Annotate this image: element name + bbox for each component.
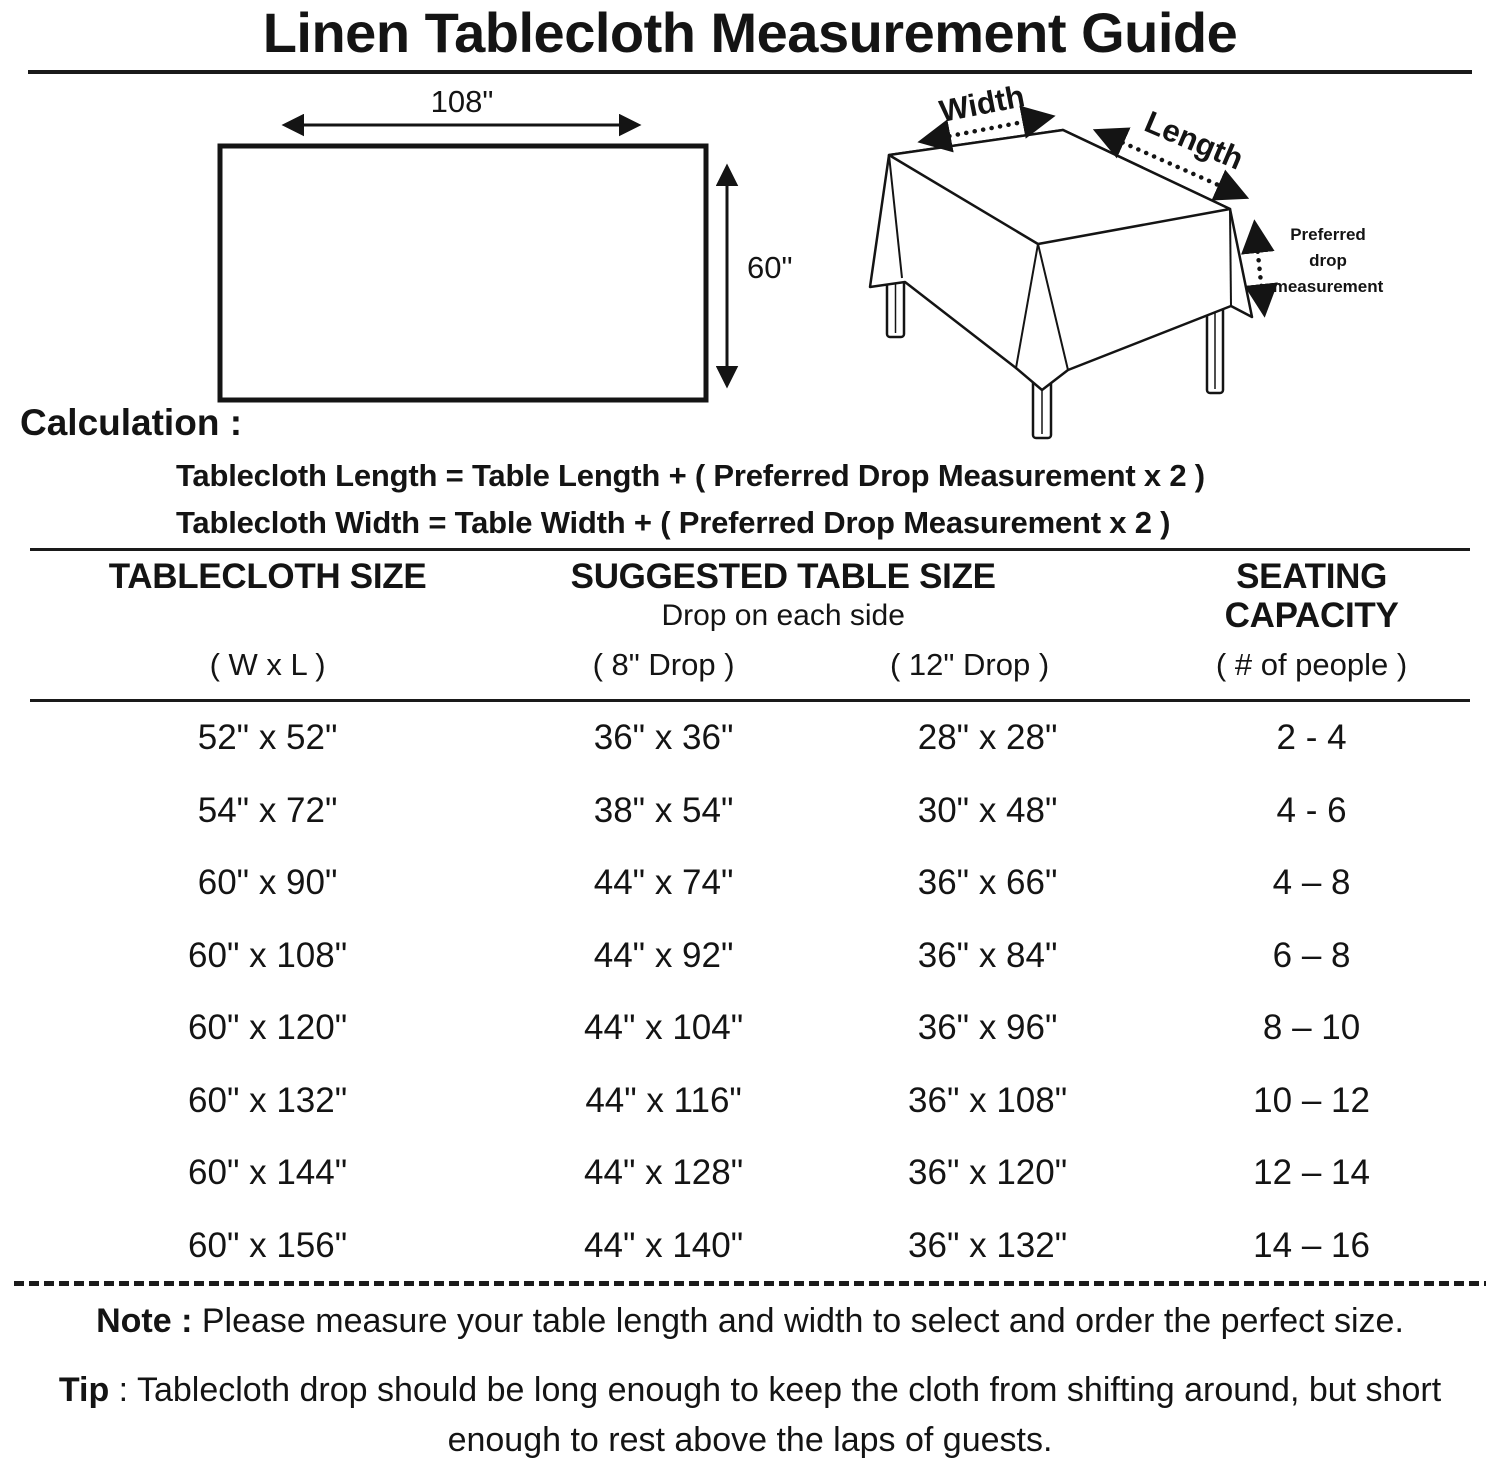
suggested-table-size-text: SUGGESTED TABLE SIZE: [570, 557, 996, 596]
cell-seating: 14 – 16: [1253, 1225, 1370, 1265]
drop-dotted-arrow: [1255, 226, 1264, 311]
calculation-heading: Calculation :: [20, 402, 243, 443]
flat-tablecloth-diagram: [140, 80, 860, 410]
svg-text:drop: drop: [1309, 251, 1347, 270]
cell-8-drop: 44" x 74": [593, 863, 734, 903]
calc-width-formula: Tablecloth Width = Table Width + ( Preferred Drop Measurement x 2 ): [176, 505, 1171, 540]
size-table: [30, 558, 1470, 1282]
cell-12-drop: 36" x 108": [908, 1080, 1068, 1120]
col-header-suggested-table-size: [459, 558, 1107, 635]
rect-width-value: 108": [430, 84, 494, 119]
cell-tablecloth-size: 54" x 72": [197, 790, 338, 830]
subheader-wxl: ( W x L ): [209, 647, 326, 682]
svg-text:measurement: measurement: [1272, 277, 1384, 296]
cell-8-drop: 44" x 128": [584, 1153, 744, 1193]
tip-label: Tip: [58, 1371, 110, 1409]
table-sketch: [850, 70, 1500, 460]
cell-seating: 10 – 12: [1253, 1080, 1370, 1120]
drop-on-each-side-text: Drop on each side: [661, 598, 905, 632]
col-header-seating-capacity: SEATING CAPACITY: [1224, 557, 1399, 635]
cell-8-drop: 44" x 104": [584, 1008, 744, 1048]
svg-text:Preferred: Preferred: [1290, 225, 1366, 244]
cell-tablecloth-size: 60" x 132": [188, 1080, 348, 1120]
cell-12-drop: 36" x 120": [908, 1153, 1068, 1193]
calc-length-formula: Tablecloth Length = Table Length + ( Preferred Drop Measurement x 2 ): [176, 458, 1205, 493]
subheader-8-drop: ( 8" Drop ): [592, 647, 735, 682]
col-header-tablecloth-size: TABLECLOTH SIZE: [108, 557, 427, 596]
cell-8-drop: 36" x 36": [593, 718, 734, 758]
size-table-body: [30, 702, 1470, 1282]
cell-12-drop: 30" x 48": [917, 790, 1058, 830]
cell-8-drop: 44" x 92": [593, 935, 734, 975]
cell-seating: 4 - 6: [1276, 790, 1347, 830]
cell-8-drop: 38" x 54": [593, 790, 734, 830]
sketch-width-label: Width: [936, 78, 1028, 130]
sketch-length-label: Length: [1139, 104, 1249, 177]
cell-12-drop: 28" x 28": [917, 718, 1058, 758]
cell-tablecloth-size: 60" x 120": [188, 1008, 348, 1048]
cell-seating: 4 – 8: [1272, 863, 1351, 903]
cell-8-drop: 44" x 116": [585, 1080, 742, 1120]
size-table-header: [30, 558, 1470, 635]
page-title: Linen Tablecloth Measurement Guide: [262, 1, 1238, 64]
cell-seating: 2 - 4: [1276, 718, 1347, 758]
table-leg-right: [1207, 305, 1223, 393]
note-line: [0, 1302, 1500, 1341]
cell-12-drop: 36" x 96": [917, 1008, 1058, 1048]
size-table-subheader: [30, 647, 1470, 683]
cell-tablecloth-size: 60" x 108": [188, 935, 348, 975]
cell-12-drop: 36" x 132": [908, 1225, 1068, 1265]
cell-tablecloth-size: 60" x 90": [197, 863, 338, 903]
cell-seating: 6 – 8: [1272, 935, 1351, 975]
subheader-12-drop: ( 12" Drop ): [889, 647, 1050, 682]
cell-tablecloth-size: 60" x 156": [188, 1225, 348, 1265]
cell-8-drop: 44" x 140": [584, 1225, 744, 1265]
tip-line: [0, 1366, 1500, 1466]
cell-tablecloth-size: 52" x 52": [197, 718, 338, 758]
cell-seating: 12 – 14: [1253, 1153, 1370, 1193]
cell-12-drop: 36" x 84": [917, 935, 1058, 975]
note-label: Note :: [96, 1302, 193, 1340]
tip-text: : Tablecloth drop should be long enough to keep the cloth from shifting around, but short enough to rest above the laps of guests.: [109, 1371, 1442, 1459]
tablecloth-rectangle: [220, 146, 706, 400]
note-text: Please measure your table length and width to select and order the perfect size.: [192, 1302, 1404, 1340]
subheader-people: ( # of people ): [1215, 647, 1408, 682]
cell-seating: 8 – 10: [1262, 1008, 1361, 1048]
dashed-divider: [14, 1281, 1486, 1286]
table-top-divider: [30, 548, 1470, 551]
cell-tablecloth-size: 60" x 144": [188, 1153, 348, 1193]
cell-12-drop: 36" x 66": [917, 863, 1058, 903]
rect-height-value: 60": [747, 250, 793, 285]
drop-measurement-label: [1273, 225, 1384, 296]
